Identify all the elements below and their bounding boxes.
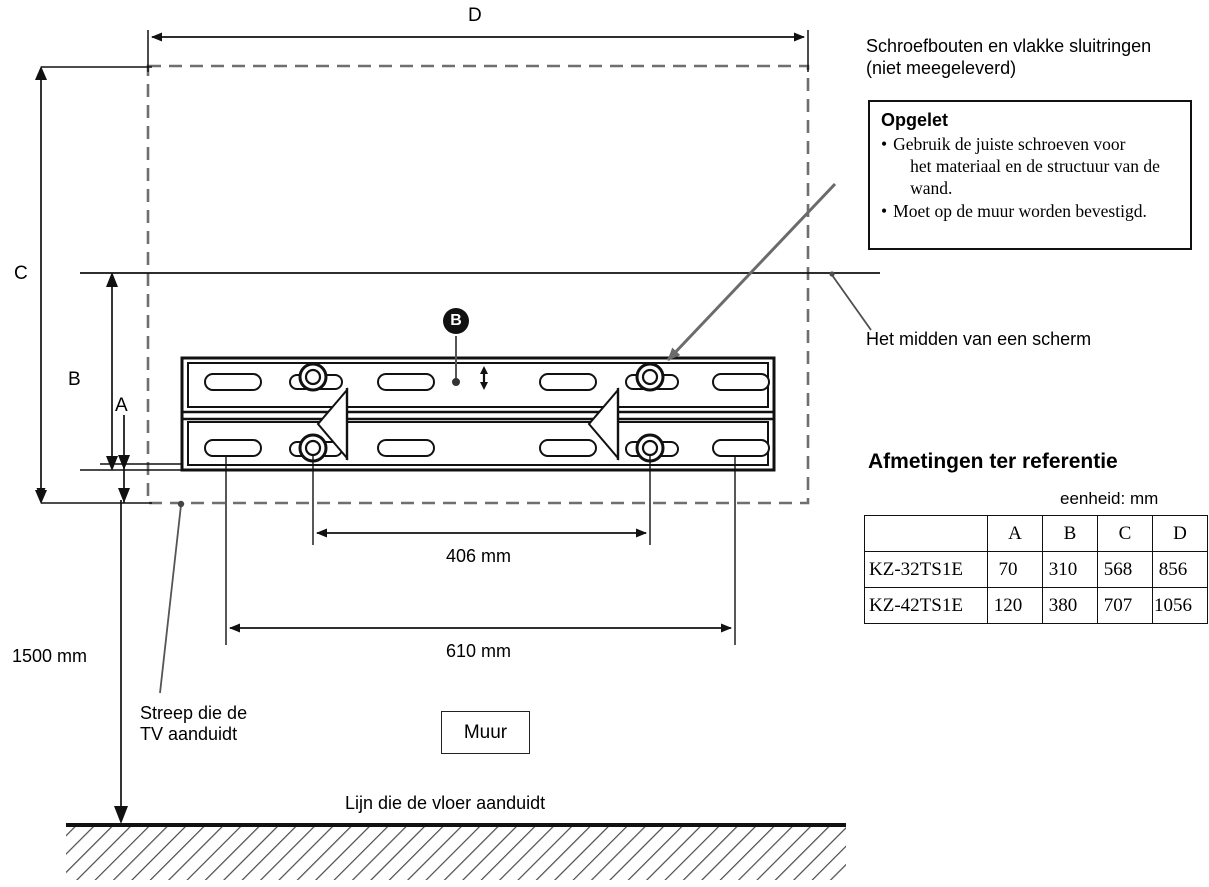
warning-item-1 [881,133,1181,199]
dimension-label-a: A [115,395,128,416]
table-header-d: D [1153,516,1208,552]
dimension-label-b: B [68,369,81,390]
table-cell-b: 380 [1043,588,1098,624]
bullet-icon: • [881,200,888,221]
dimension-label-d: D [468,5,482,26]
table-header-c: C [1098,516,1153,552]
dimension-1500-label: 1500 mm [12,646,88,666]
table-header-a: A [988,516,1043,552]
wall-box-label: Muur [441,711,530,754]
table-row [865,552,1208,588]
table-header-b: B [1043,516,1098,552]
table-cell-a: 120 [988,588,1043,624]
table-cell-model: KZ-42TS1E [865,588,988,624]
warning-box [868,100,1192,250]
reference-table [864,515,1208,624]
dimension-610-label: 610 mm [446,641,512,661]
dimension-d [148,30,808,72]
bullet-icon: • [881,133,888,154]
callout-b-badge: B [443,308,469,334]
table-row [865,588,1208,624]
screen-center-line [80,271,880,330]
screw-bolts-note-line2: (niet meegeleverd) [866,58,1017,78]
dimension-1500 [114,500,128,824]
reference-table-title: Afmetingen ter referentie [868,450,1118,473]
table-cell-c: 568 [1098,552,1153,588]
wall-bracket [182,358,774,470]
table-cell-c: 707 [1098,588,1153,624]
table-cell-d: 1056 [1153,588,1208,624]
warning-title: Opgelet [881,110,949,130]
tv-line-leader [160,501,184,693]
table-cell-a: 70 [988,552,1043,588]
dimension-c [35,66,152,504]
warning-item-2-text: Moet op de muur worden bevestigd. [893,200,1147,221]
floor-line-label: Lijn die de vloer aanduidt [345,793,546,813]
dimension-406-label: 406 mm [446,546,512,566]
table-cell-d: 856 [1153,552,1208,588]
tv-line-label-1: Streep die de [140,703,248,723]
screen-center-label: Het midden van een scherm [866,329,1092,349]
table-cell-b: 310 [1043,552,1098,588]
warning-item-2 [881,200,1181,222]
warning-item-1-text: Gebruik de juiste schroeven voor het materiaal en de structuur van de wand. [893,133,1160,198]
warning-pointer-arrow [668,184,835,360]
reference-table-unit: eenheid: mm [1060,489,1159,508]
table-header-model [865,516,988,552]
screw-bolts-note-line1: Schroefbouten en vlakke sluitringen [866,36,1152,56]
table-cell-model: KZ-32TS1E [865,552,988,588]
table-header-row [865,516,1208,552]
dimension-label-c: C [14,263,28,284]
tv-line-label-2: TV aanduidt [140,724,238,744]
floor [66,825,846,880]
